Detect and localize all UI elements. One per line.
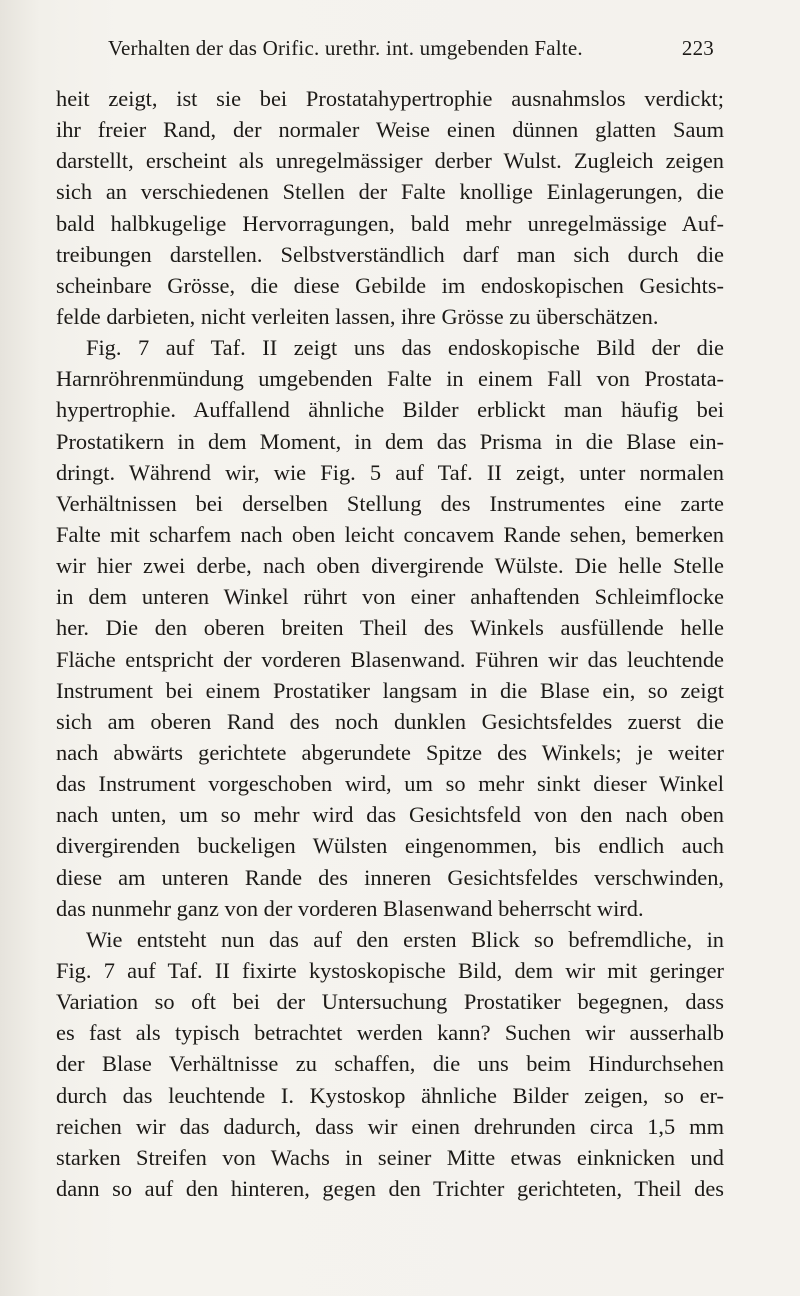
text-line: scheinbare Grösse, die diese Gebilde im endoskopischen Gesichts- — [56, 272, 724, 298]
text-line: in dem unteren Winkel rührt von einer anhaftenden Schleimflocke — [56, 584, 724, 610]
text-line: dringt. Während wir, wie Fig. 5 auf Taf. II zeigt, unter normalen — [56, 459, 724, 485]
text-line: felde darbieten, nicht verleiten lassen, ihre Grösse zu überschätzen. — [56, 303, 659, 329]
text-line: nach unten, um so mehr wird das Gesichtsfeld von den nach oben — [56, 802, 724, 828]
text-line: Verhältnissen bei derselben Stellung des Instrumentes eine zarte — [56, 490, 724, 516]
text-line: Instrument bei einem Prostatiker langsam in die Blase ein, so zeigt — [56, 677, 724, 703]
text-line: darstellt, erscheint als unregelmässiger derber Wulst. Zugleich zeigen — [56, 148, 724, 174]
text-line: Prostatikern in dem Moment, in dem das Prisma in die Blase ein- — [56, 428, 724, 454]
text-line: divergirenden buckeligen Wülsten eingenommen, bis endlich auch — [56, 833, 724, 859]
text-line: Falte mit scharfem nach oben leicht concavem Rande sehen, bemerken — [56, 521, 724, 547]
text-line: nach abwärts gerichtete abgerundete Spitze des Winkels; je weiter — [56, 739, 724, 765]
text-line: der Blase Verhältnisse zu schaffen, die uns beim Hindurchsehen — [56, 1051, 724, 1077]
text-line: hypertrophie. Auffallend ähnliche Bilder erblickt man häufig bei — [56, 397, 724, 423]
text-line: sich an verschiedenen Stellen der Falte knollige Einlagerungen, die — [56, 179, 724, 205]
page-number: 223 — [681, 36, 714, 60]
text-line: heit zeigt, ist sie bei Prostatahypertrophie ausnahmslos verdickt; — [56, 86, 724, 111]
text-line: ihr freier Rand, der normaler Weise einen dünnen glatten Saum — [56, 117, 724, 143]
text-line: bald halbkugelige Hervorragungen, bald mehr unregelmässige Auf- — [56, 210, 724, 236]
text-line: wir hier zwei derbe, nach oben divergirende Wülste. Die helle Stelle — [56, 553, 724, 579]
running-title: Verhalten der das Orific. urethr. int. umgebenden Falte. — [108, 36, 583, 60]
text-line: das nunmehr ganz von der vorderen Blasenwand beherrscht wird. — [56, 895, 644, 921]
running-header — [108, 36, 714, 66]
text-line: Wie entsteht nun das auf den ersten Blick so befremdliche, in — [86, 926, 724, 952]
text-line: Harnröhrenmündung umgebenden Falte in einem Fall von Prostata- — [56, 366, 724, 392]
text-line: es fast als typisch betrachtet werden kann? Suchen wir ausserhalb — [56, 1020, 724, 1046]
text-line: her. Die den oberen breiten Theil des Winkels ausfüllende helle — [56, 615, 724, 641]
text-line: das Instrument vorgeschoben wird, um so mehr sinkt dieser Winkel — [56, 771, 724, 797]
text-line: dann so auf den hinteren, gegen den Trichter gerichteten, Theil des — [56, 1175, 724, 1201]
text-line: Fig. 7 auf Taf. II fixirte kystoskopische Bild, dem wir mit geringer — [56, 957, 724, 983]
text-line: durch das leuchtende I. Kystoskop ähnliche Bilder zeigen, so er- — [56, 1082, 724, 1108]
text-line: Fläche entspricht der vorderen Blasenwand. Führen wir das leuchtende — [56, 646, 724, 672]
text-line: starken Streifen von Wachs in seiner Mitte etwas einknicken und — [56, 1144, 724, 1170]
text-line: treibungen darstellen. Selbstverständlich darf man sich durch die — [56, 241, 724, 267]
text-line: Fig. 7 auf Taf. II zeigt uns das endoskopische Bild der die — [86, 335, 724, 361]
text-line: diese am unteren Rande des inneren Gesichtsfeldes verschwinden, — [56, 864, 724, 890]
body-text — [56, 83, 724, 1204]
text-line: Variation so oft bei der Untersuchung Prostatiker begegnen, dass — [56, 989, 724, 1015]
text-line: sich am oberen Rand des noch dunklen Gesichtsfeldes zuerst die — [56, 708, 724, 734]
text-line: reichen wir das dadurch, dass wir einen drehrunden circa 1,5 mm — [56, 1113, 724, 1139]
